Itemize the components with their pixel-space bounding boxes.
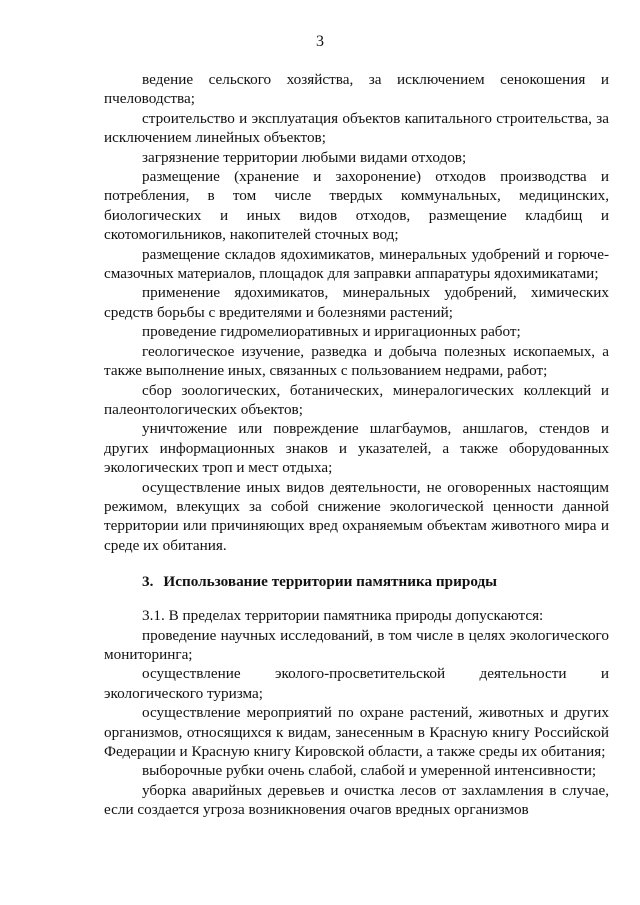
list-item: осуществление мероприятий по охране растений, животных и других организмов, относящихся к видам, занесенным в Красную книгу Российской Федерации и Красную книгу Кировской области, а также среды их обитания; bbox=[104, 704, 609, 760]
clause-paragraph: 3.1. В пределах территории памятника природы допускаются: bbox=[142, 607, 544, 625]
list-item: уничтожение или повреждение шлагбаумов, аншлагов, стендов и других информационных знаков и указателей, а также оборудованных экологических троп и мест отдыха; bbox=[104, 420, 609, 477]
list-item: размещение (хранение и захоронение) отходов производства и потребления, в том числе твердых коммунальных, медицинских, биологических и иных видов отходов, размещение кладбищ и скотомогильников, накопителей сточных вод; bbox=[104, 168, 609, 244]
list-item: ведение сельского хозяйства, за исключением сенокошения и пчеловодства; bbox=[104, 71, 609, 108]
document-body bbox=[104, 70, 609, 820]
list-item: геологическое изучение, разведка и добыча полезных ископаемых, а также выполнение иных, связанных с пользованием недрами, работ; bbox=[104, 342, 609, 380]
list-item: осуществление эколого-просветительской деятельности и экологического туризма; bbox=[104, 665, 609, 702]
list-item: уборка аварийных деревьев и очистка лесов от захламления в случае, если создается угроза возникновения очагов вредных организмов bbox=[104, 781, 609, 819]
list-item: осуществление иных видов деятельности, не оговоренных настоящим режимом, влекущих за собой снижение экологической ценности данной территории или причиняющих вред охраняемым объектам животного мира и среде их обитания. bbox=[104, 478, 609, 554]
list-item: применение ядохимикатов, минеральных удобрений, химических средств борьбы с вредителями и болезнями растений; bbox=[104, 284, 609, 321]
list-item: проведение научных исследований, в том числе в целях экологического мониторинга; bbox=[104, 626, 609, 663]
section-heading bbox=[104, 572, 609, 592]
list-item: сбор зоологических, ботанических, минералогических коллекций и палеонтологических объектов; bbox=[104, 381, 609, 418]
list-item: строительство и эксплуатация объектов капитального строительства, за исключением линейных объектов; bbox=[104, 109, 609, 147]
section-number: 3. bbox=[142, 573, 154, 591]
section-title: Использование территории памятника природы bbox=[163, 573, 498, 591]
list-item: выборочные рубки очень слабой, слабой и умеренной интенсивности; bbox=[142, 762, 597, 780]
list-item: проведение гидромелиоративных и ирригационных работ; bbox=[142, 323, 521, 341]
page-number: 3 bbox=[316, 33, 324, 50]
list-item: загрязнение территории любыми видами отходов; bbox=[142, 148, 467, 166]
list-item: размещение складов ядохимикатов, минеральных удобрений и горюче-смазочных материалов, площадок для заправки аппаратуры ядохимикатами; bbox=[104, 245, 609, 283]
